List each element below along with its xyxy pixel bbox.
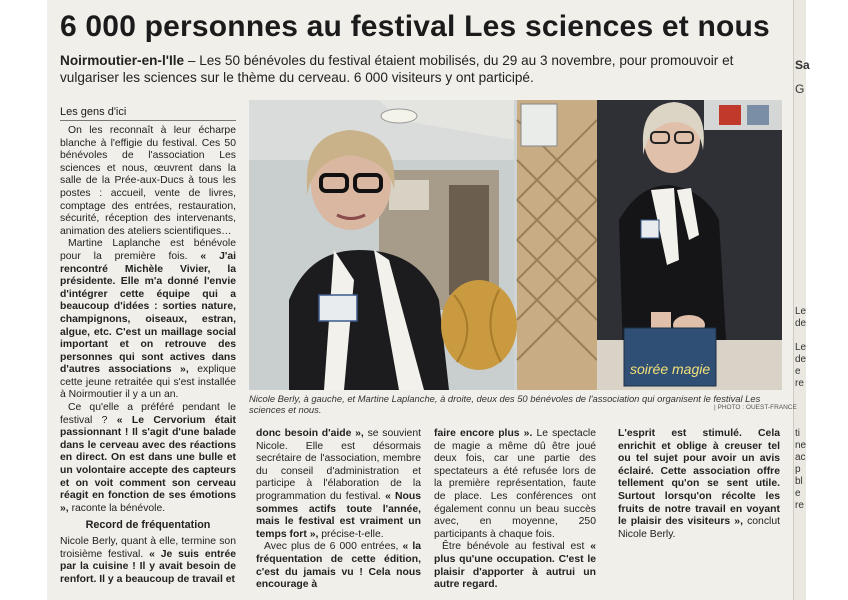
edge-fragment-de1: de xyxy=(795,318,807,329)
edge-fragment-e: e xyxy=(795,366,801,377)
col2-p2-intro: Avec plus de 6 000 entrées, xyxy=(264,541,403,553)
article-column-1 xyxy=(60,125,236,586)
edge-fragment-ne: ne xyxy=(795,440,807,451)
col1-paragraph-2 xyxy=(60,238,236,402)
edge-fragment-ac: ac xyxy=(795,452,806,463)
col2-p2-quote: « la fréquentation de cette édition, c'est du jamais vu ! Cela nous encourage à xyxy=(256,541,421,591)
col1-paragraph-3 xyxy=(60,402,236,515)
col1-p4-quote: « Je suis entrée par la cuisine ! Il y avait besoin de renfort. Il y a beaucoup de travail et xyxy=(60,548,237,585)
edge-fragment-top: Sa xyxy=(795,58,810,72)
col1-p3-quote: « Le Cervorium était passionnant ! Il s'agit d'une balade dans le cerveau avec des réactions en direct. On est dans une bulle et un volontaire accepte des capteurs et on voit comment son cerveau réagit en fonction de ses émotions », xyxy=(60,414,236,514)
col3-p1-body: Le spectacle de magie a même dû être joué deux fois, car une partie des spectateurs a été refusée lors de la première représentation, faute de place. Les conférences ont également connu un beau succès avec, en moyenne, 250 participants à chaque fois. xyxy=(434,428,596,540)
article-photo xyxy=(249,100,782,390)
col1-paragraph-4 xyxy=(60,536,236,586)
photo-illustration xyxy=(249,100,782,390)
edge-fragment-le1: Le xyxy=(795,306,807,317)
edge-fragment-re2: re xyxy=(795,500,804,511)
edge-fragment-ti: ti xyxy=(795,428,800,439)
col1-p4-intro: Nicole Berly, quant à elle, termine son troisième festival. xyxy=(60,536,236,560)
edge-fragment-re: re xyxy=(795,378,804,389)
col2-p1-body: se souvient Nicole. Elle est désormais secrétaire de l'association, membre du conseil d'administration et participe à l'élaboration de la programmation du festival. xyxy=(256,428,421,502)
col3-p2-quote: « plus qu'une occupation. C'est le plaisir d'apporter à autrui un autre regard. xyxy=(434,541,596,591)
photo-credit: | PHOTO : OUEST-FRANCE xyxy=(714,404,797,411)
subhead-record: Record de fréquentation xyxy=(85,519,211,532)
edge-fragment-de2: de xyxy=(795,354,807,365)
col1-p2-end: explique cette jeune retraitée qui s'est installée à Noirmoutier il y a un an. xyxy=(60,364,236,401)
lead-text: – Les 50 bénévoles du festival étaient mobilisés, du 29 au 3 novembre, pour promouvoir et vulgariser les sciences sur le thème du cerveau. 6 000 visiteurs y ont participé. xyxy=(60,53,734,85)
col1-p3-intro: Ce qu'elle a préféré pendant le festival ? xyxy=(60,402,236,426)
col1-p3-end: raconte la bénévole. xyxy=(71,502,166,514)
photo-caption: Nicole Berly, à gauche, et Martine Laplanche, à droite, deux des 50 bénévoles de l'association qui organisent le festival Les sciences et nous. xyxy=(249,393,761,415)
edge-fragment-g: G xyxy=(795,82,805,96)
col3-p2-intro: Être bénévole au festival est xyxy=(442,541,591,553)
col2-p1-end: précise-t-elle. xyxy=(321,528,384,540)
col4-p1-end: conclut Nicole Berly. xyxy=(618,516,780,540)
col2-paragraph-2 xyxy=(256,541,421,591)
headline: 6 000 personnes au festival Les sciences et nous xyxy=(60,10,770,43)
col1-paragraph-1: On les reconnaît à leur écharpe blanche à l'effigie du festival. Ces 50 bénévoles de l'association Les sciences et nous, œuvrent dans la salle de la Prée-aux-Ducs à tous les postes : accueil, vente de livres, comptage des entrées, restauration, sécurité, réception des intervenants, animation des ateliers scientifiques… xyxy=(60,125,236,237)
col1-p2-quote: « J'ai rencontré Michèle Vivier, la présidente. Elle m'a donné l'envie d'intégrer cette équipe qui a beaucoup d'idées : sorties nature, champignons, oiseaux, estran, algue, etc. C'est un maillage social important et on retrouve des personnes qui sont actives dans d'autres associations », xyxy=(60,250,236,376)
article-column-4 xyxy=(618,428,780,541)
lead-place: Noirmoutier-en-l'Ile xyxy=(60,53,185,68)
col4-p1-quote: L'esprit est stimulé. Cela enrichit et oblige à creuser tel ou tel sujet pour avoir un avis éclairé. Cette association offre tellement qu'on se sent utile. Surtout lorsqu'on récolte les fruits de notre travail en voyant le plaisir des visiteurs », xyxy=(618,428,780,528)
edge-fragment-e2: e xyxy=(795,488,801,499)
book-title: soirée magie xyxy=(630,361,711,377)
col3-paragraph-1 xyxy=(434,428,596,541)
col1-p2-intro: Martine Laplanche est bénévole pour la première fois. xyxy=(60,238,236,262)
lead-paragraph xyxy=(60,52,780,86)
article-column-3 xyxy=(434,428,596,592)
col2-p1-quote: donc besoin d'aide », xyxy=(256,428,368,439)
edge-fragment-le2: Le xyxy=(795,342,807,353)
edge-fragment-p: p xyxy=(795,464,801,475)
col2-p1-quote2: « Nous sommes actifs toute l'année, mais le festival est vraiment un temps fort », xyxy=(256,490,421,540)
rubric-label: Les gens d'ici xyxy=(60,106,236,121)
col2-paragraph-1 xyxy=(256,428,421,541)
edge-fragment-bl: bl xyxy=(795,476,803,487)
col4-paragraph-1 xyxy=(618,428,780,541)
col3-p1-quote: faire encore plus ». xyxy=(434,428,537,439)
col3-paragraph-2 xyxy=(434,541,596,591)
article-column-2 xyxy=(256,428,421,592)
